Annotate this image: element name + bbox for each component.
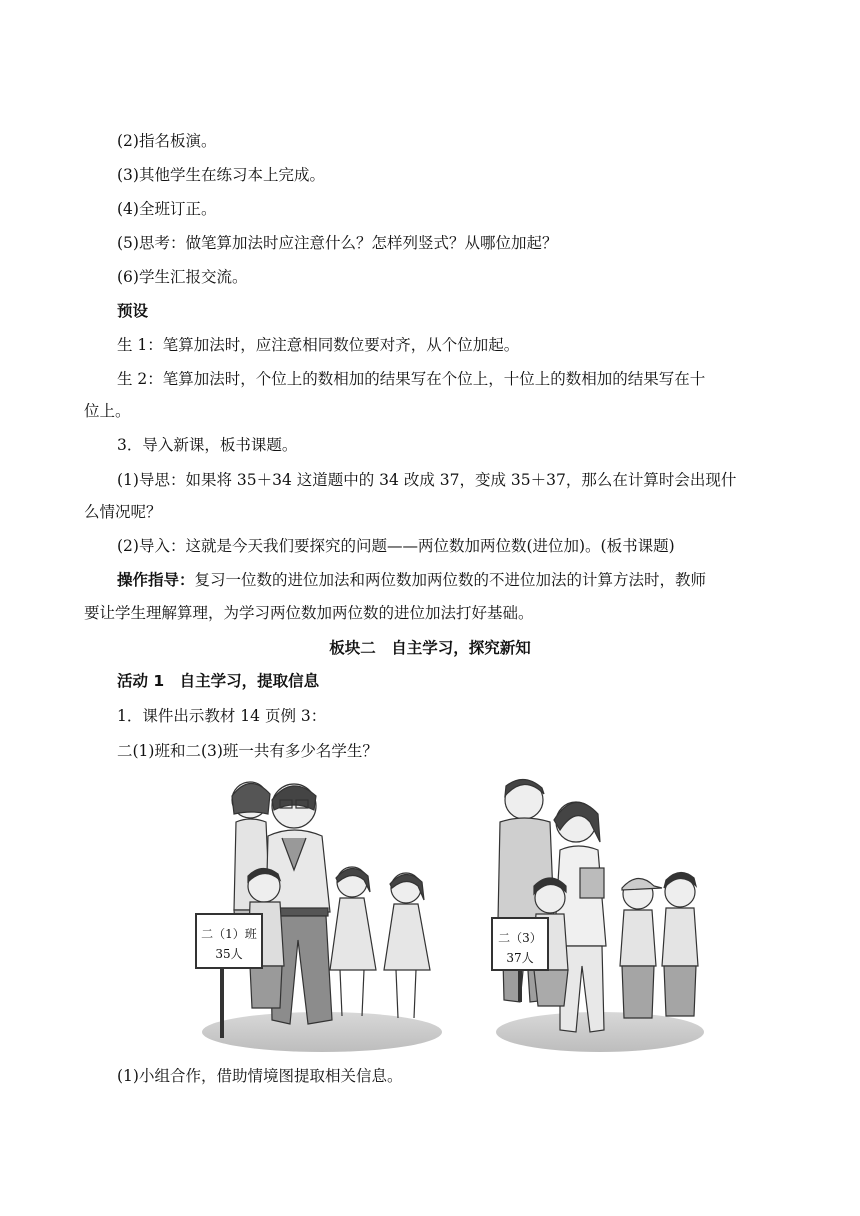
class-2-1-illustration (192, 770, 442, 1052)
text-line: 1．课件出示教材 14 页例 3： (117, 707, 327, 725)
text-line: (1)小组合作，借助情境图提取相关信息。 (117, 1067, 403, 1085)
sign-count-label: 37人 (506, 951, 534, 965)
text-line: (3)其他学生在练习本上完成。 (117, 166, 325, 184)
guide-text: 要让学生理解算理，为学习两位数加两位数的进位加法打好基础。 (84, 604, 534, 622)
preset-heading: 预设 (117, 302, 149, 320)
text-line: 3．导入新课，板书课题。 (117, 436, 298, 454)
text-line: (2)导入：这就是今天我们要探究的问题——两位数加两位数(进位加)。(板书课题) (117, 537, 675, 555)
text-line: (4)全班订正。 (117, 200, 217, 218)
text-line: (1)导思：如果将 35＋34 这道题中的 34 改成 37，变成 35＋37，那么在计算时会出现什 (117, 471, 737, 489)
sign-class-label: 二（1）班 (201, 927, 257, 941)
text-line: 位上。 (84, 402, 131, 420)
sign-count-label: 35人 (215, 947, 243, 961)
text-line: (5)思考：做笔算加法时应注意什么？怎样列竖式？从哪位加起？ (117, 234, 558, 252)
text-line: 生 2：笔算加法时，个位上的数相加的结果写在个位上，十位上的数相加的结果写在十 (117, 370, 706, 388)
text-line: 二(1)班和二(3)班一共有多少名学生？ (117, 742, 378, 760)
text-line: 生 1：笔算加法时，应注意相同数位要对齐，从个位加起。 (117, 336, 520, 354)
sign-class-label: 二（3） (498, 931, 542, 945)
text-line: (2)指名板演。 (117, 132, 217, 150)
class-2-3-illustration (490, 770, 704, 1052)
section-title: 板块二 自主学习，探究新知 (329, 639, 531, 657)
guide-text: 复习一位数的进位加法和两位数加两位数的不进位加法的计算方法时，教师 (194, 571, 707, 589)
guide-label: 操作指导： (117, 571, 195, 589)
text-line: (6)学生汇报交流。 (117, 268, 248, 286)
text-line: 么情况呢？ (84, 503, 162, 521)
guide-line (117, 569, 706, 591)
activity-title: 活动 1 自主学习，提取信息 (117, 672, 320, 690)
